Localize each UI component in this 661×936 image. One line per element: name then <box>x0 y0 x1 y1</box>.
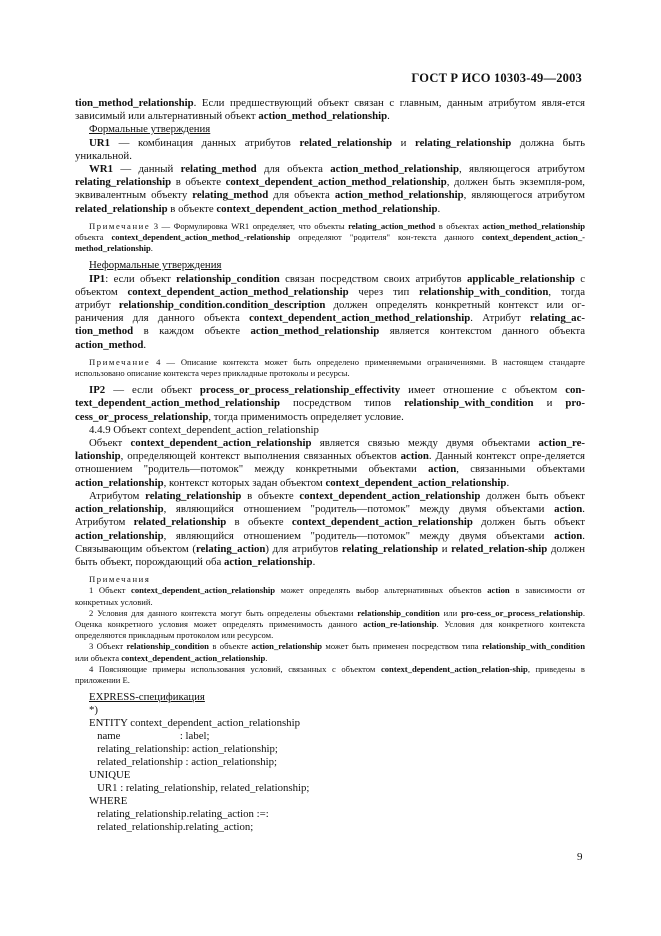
text-run: . <box>387 110 390 123</box>
text-run: , должен быть экземпля-ром, эквивалентным объекту <box>75 176 585 202</box>
text-run: или <box>439 607 462 618</box>
text-run: и <box>392 136 416 149</box>
bold-term: IP2 <box>89 384 106 397</box>
bold-term: relationship_condition <box>357 607 440 618</box>
text-run: в объекте <box>167 202 217 215</box>
text-run: имеет отношение с объектом <box>400 384 566 397</box>
paragraph-h2 <box>75 259 585 272</box>
text-run: 3 Объект <box>89 641 127 652</box>
bold-term: relating_relationship <box>341 542 439 555</box>
bold-term: context_dependent_action_relation-ship <box>380 663 528 674</box>
bold-term: relationship_condition.condition_description <box>118 299 326 312</box>
code-line: relating_relationship.relating_action :=: <box>89 808 269 821</box>
bold-term: related_relationship <box>299 136 393 149</box>
bold-term: relationship_condition <box>126 641 209 652</box>
bold-term: action <box>487 585 510 596</box>
text-run: в объекте <box>171 176 226 189</box>
text-run: должен быть объект <box>480 489 585 502</box>
bold-term: related_relationship <box>133 516 227 529</box>
text-run: Примечания <box>89 574 151 585</box>
text-run: может определять выбор альтернативных объектов <box>275 585 488 596</box>
bold-term: UR1 <box>89 136 110 149</box>
text-run: : если объект <box>105 272 177 285</box>
bold-term: relating_method <box>192 189 269 202</box>
text-run: . <box>265 652 268 663</box>
paragraph-p1 <box>75 97 585 123</box>
text-run: может быть применен посредством типа <box>322 641 482 652</box>
bold-term: relating_relationship <box>75 176 172 189</box>
bold-term: related_relation-ship <box>451 542 548 555</box>
bold-term: pro-cess_or_process_relationship <box>75 397 585 423</box>
bold-term: context_dependent_action_method_relationship <box>249 312 471 325</box>
bold-term: pro-cess_or_process_relationship <box>461 607 583 618</box>
text-run: связан посредством своих атрибутов <box>279 272 468 285</box>
bold-term: action_relationship <box>75 476 164 489</box>
text-run: должен определять конкретный контекст или ог-раничения для данного объекта <box>75 299 585 325</box>
bold-term: action_relationship <box>223 555 313 568</box>
text-run: в объектах <box>435 220 483 231</box>
bold-term: action_relationship <box>251 641 323 652</box>
paragraph-n4 <box>75 357 585 379</box>
bold-term: relationship_with_condition <box>404 397 534 410</box>
code-line: UNIQUE <box>89 769 131 782</box>
text-run: 1 Объект <box>89 585 132 596</box>
bold-term: relating_ac-tion_method <box>75 312 585 338</box>
text-run: ) для атрибутов <box>265 542 342 555</box>
bold-term: process_or_process_relationship_effectivity <box>199 384 401 397</box>
text-run: . Данный контекст опре-деляется отношением "родитель—потомок" между конкретными объектами <box>75 450 585 476</box>
bold-term: context_dependent_action_-method_relationship <box>75 232 585 254</box>
code-line: related_relationship.relating_action; <box>89 821 254 834</box>
text-run: Формальные утверждения <box>89 123 211 136</box>
paragraph-p3 <box>75 163 585 216</box>
paragraph-h3 <box>75 691 585 704</box>
bold-term: action <box>554 529 583 542</box>
text-run: . Атрибутом <box>75 503 585 529</box>
code-line: WHERE <box>89 795 128 808</box>
text-run: , являющегося атрибутом <box>458 163 585 176</box>
bold-term: relating_relationship <box>145 489 242 502</box>
text-blocks <box>75 97 585 704</box>
page-header: ГОСТ Р ИСО 10303-49—2003 <box>411 71 582 85</box>
text-run: в зависимости от конкретных условий. <box>75 585 585 607</box>
text-run: , приведены в приложении Е. <box>75 663 585 685</box>
text-run: и <box>438 542 452 555</box>
text-run: для объекта <box>256 163 331 176</box>
text-run: 3 — Формулировка WR1 определяет, что объекты <box>150 220 349 231</box>
text-run: посредством типов <box>279 397 405 410</box>
bold-term: relating_action_method <box>348 220 436 231</box>
text-run: . <box>150 243 153 254</box>
bold-term: action <box>428 463 457 476</box>
bold-term: relationship_condition <box>176 272 280 285</box>
text-run: через тип <box>348 285 419 298</box>
bold-term: relationship_with_condition <box>482 641 585 652</box>
text-run: Неформальные утверждения <box>89 259 222 272</box>
page-number: 9 <box>577 851 583 863</box>
bold-term: context_dependent_action_method_relationship <box>127 285 349 298</box>
text-run: должна быть уникальной. <box>75 136 585 162</box>
code-line: *) <box>89 704 98 717</box>
text-run: 4.4.9 Объект context_dependent_action_relationship <box>89 423 319 436</box>
bold-term: context_dependent_action_relationship <box>299 489 481 502</box>
paragraph-p4 <box>75 273 585 352</box>
paragraph-n2 <box>75 608 585 642</box>
text-run: , являющегося атрибутом <box>463 189 585 202</box>
text-run: и <box>533 397 566 410</box>
text-run: должен быть объект, порождающий оба <box>75 542 585 568</box>
text-run: — если объект <box>105 384 200 397</box>
paragraph-h1 <box>75 123 585 136</box>
text-run: объекта <box>75 232 112 243</box>
text-run: для объекта <box>268 189 335 202</box>
paragraph-p5 <box>75 384 585 424</box>
paragraph-nh <box>75 574 585 585</box>
text-run: 4 Поясняющие примеры использования условий, связанных с объектом <box>89 663 381 674</box>
code-line: name : label; <box>89 730 210 743</box>
text-run: , тогда атрибут <box>75 285 585 312</box>
text-run: , контекст которых задан объектом <box>163 476 326 489</box>
text-run: . <box>437 202 441 215</box>
bold-term: con-text_dependent_action_method_relationship <box>75 384 585 410</box>
bold-term: context_dependent_action_method_relationship <box>225 176 447 189</box>
text-run: должен быть объект <box>472 516 585 529</box>
bold-term: IP1 <box>89 272 106 285</box>
paragraph-n3 <box>75 221 585 255</box>
text-run: 4 — Описание контекста может быть определено применяемыми ограничениями. В настоящем стандарте использовано описание контекста через прикладные протоколы и ресурсы. <box>75 356 585 379</box>
bold-term: WR1 <box>89 163 113 176</box>
bold-term: relating_method <box>180 163 257 176</box>
text-run: в объекте <box>226 516 292 529</box>
code-line: relating_relationship: action_relationship; <box>89 743 278 756</box>
text-run: . <box>506 476 510 489</box>
bold-term: context_dependent_action_relationship <box>130 437 312 450</box>
express-code <box>75 704 585 834</box>
bold-term: context_dependent_action_relationship <box>131 585 276 596</box>
paragraph-p2 <box>75 137 585 163</box>
text-run: Примечание <box>89 356 151 367</box>
text-run: определяют "родителя" кон-текста данного <box>290 232 482 243</box>
bold-term: action_method_relationship <box>330 163 459 176</box>
code-line: UR1 : relating_relationship, related_relationship; <box>89 782 310 795</box>
text-run: . <box>143 338 147 351</box>
text-run: 2 Условия для данного контекста могут быть определены объектами <box>89 607 358 618</box>
text-run: . Оценка конкретного условия может определять применимость данного <box>75 607 585 629</box>
code-line: related_relationship : action_relationship; <box>89 756 277 769</box>
bold-term: action <box>400 450 429 463</box>
text-run: в объекте <box>208 641 252 652</box>
bold-term: relationship_with_condition <box>419 285 549 298</box>
bold-term: action_re-lationship <box>75 437 586 463</box>
bold-term: relating_relationship <box>415 136 512 149</box>
bold-term: relating_action <box>195 542 266 555</box>
bold-term: action_re-lationship <box>363 618 437 629</box>
bold-term: action_method_relationship <box>334 189 464 202</box>
text-run: или объекта <box>75 652 122 663</box>
text-run: . Условия для конкретного контекста определяются прикладным протоколом или ресурсом. <box>75 618 585 641</box>
code-line: ENTITY context_dependent_action_relationship <box>89 717 300 730</box>
bold-term: context_dependent_action_relationship <box>121 652 266 663</box>
text-run: в объекте <box>241 489 300 502</box>
text-run: . Связывающим объектом ( <box>75 529 585 555</box>
text-run: , связанными объектами <box>456 463 585 476</box>
text-run: является контекстом данного объекта <box>379 325 585 338</box>
text-run: в каждом объекте <box>133 325 251 338</box>
paragraph-p6 <box>75 424 585 437</box>
paragraph-n1 <box>75 585 585 607</box>
bold-term: tion_method_relationship <box>75 97 194 109</box>
bold-term: context_dependent_action_relationship <box>291 516 473 529</box>
paragraph-n4b <box>75 664 585 686</box>
paragraph-p7 <box>75 437 585 490</box>
bold-term: action_method_relationship <box>482 220 585 231</box>
text-run: , определяющей контекст выполнения связанных объектов <box>120 450 401 463</box>
bold-term: action_method <box>75 338 144 351</box>
paragraph-p8 <box>75 490 585 569</box>
document-body <box>75 97 585 834</box>
bold-term: action <box>554 503 583 516</box>
text-run: , тогда применимость определяет условие. <box>208 410 404 423</box>
bold-term: context_dependent_action_relationship <box>325 476 507 489</box>
bold-term: action_relationship <box>75 529 164 542</box>
text-run: — комбинация данных атрибутов <box>110 136 300 149</box>
bold-term: related_relationship <box>75 202 168 215</box>
text-run: . Если предшествующий объект связан с главным, данным атрибутом явля-ется зависимый или альтернативный объект <box>75 97 585 123</box>
text-run: является связью между двумя объектами <box>311 437 539 450</box>
bold-term: applicable_relationship <box>467 272 575 285</box>
bold-term: action_method_relationship <box>258 110 388 123</box>
text-run: . <box>312 555 316 568</box>
bold-term: action_method_relationship <box>250 325 380 338</box>
text-run: Объект <box>89 437 131 450</box>
bold-term: context_dependent_action_method_relationship <box>216 202 438 215</box>
paragraph-n3b <box>75 641 585 663</box>
text-run: EXPRESS-спецификация <box>89 691 205 704</box>
text-run: , являющийся отношением "родитель—потомок" между двумя объектами <box>163 503 555 516</box>
text-run: . Атрибут <box>470 312 530 325</box>
text-run: Примечание <box>89 220 151 231</box>
text-run: , являющийся отношением "родитель—потомок" между двумя объектами <box>163 529 555 542</box>
text-run: с объектом <box>75 272 585 298</box>
bold-term: context_dependent_action_method_-relationship <box>111 232 291 243</box>
text-run: — данный <box>113 163 181 176</box>
text-run: Атрибутом <box>89 489 146 502</box>
bold-term: action_relationship <box>75 503 164 516</box>
